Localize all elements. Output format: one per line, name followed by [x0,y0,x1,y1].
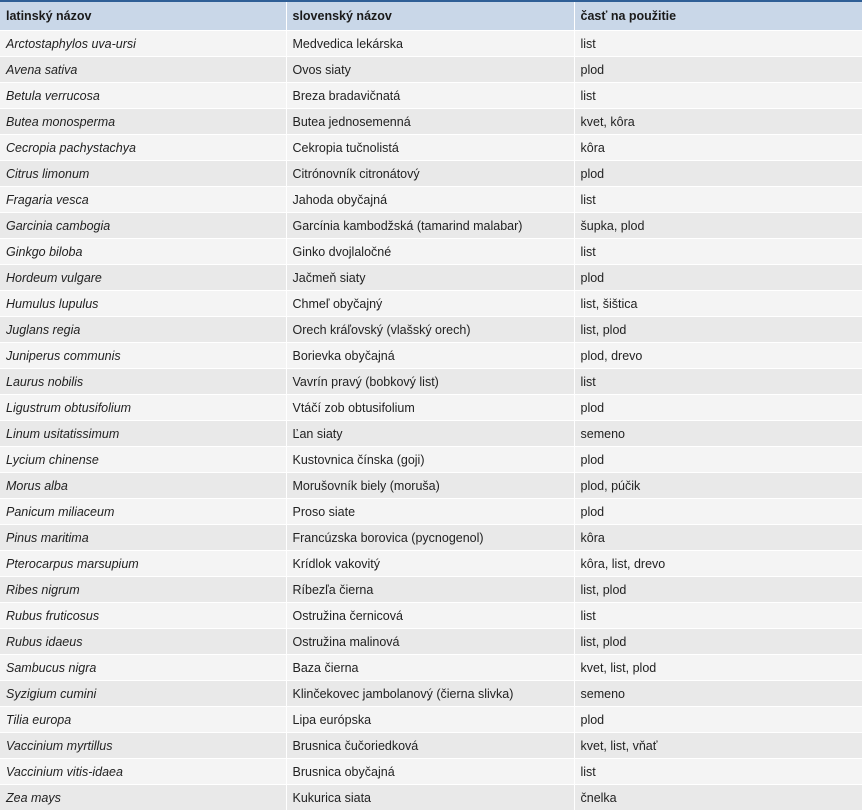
latin-name-cell: Vaccinium vitis-idaea [0,759,286,785]
slovak-name-cell: Ostružina černicová [286,603,574,629]
latin-name-cell: Pterocarpus marsupium [0,551,286,577]
header-slovak-name: slovenský názov [286,1,574,31]
header-part-used: časť na použitie [574,1,862,31]
slovak-name-cell: Lipa európska [286,707,574,733]
slovak-name-cell: Proso siate [286,499,574,525]
slovak-name-cell: Garcínia kambodžská (tamarind malabar) [286,213,574,239]
part-used-cell: list [574,187,862,213]
table-row [0,707,862,733]
slovak-name-cell: Kukurica siata [286,785,574,811]
slovak-name-cell: Krídlok vakovitý [286,551,574,577]
part-used-cell: plod [574,499,862,525]
table-row [0,551,862,577]
slovak-name-cell: Ostružina malinová [286,629,574,655]
latin-name-cell: Rubus fruticosus [0,603,286,629]
table-row [0,369,862,395]
slovak-name-cell: Cekropia tučnolistá [286,135,574,161]
part-used-cell: plod, púčik [574,473,862,499]
table-row [0,629,862,655]
part-used-cell: list, plod [574,629,862,655]
table-row [0,681,862,707]
latin-name-cell: Garcinia cambogia [0,213,286,239]
latin-name-cell: Ribes nigrum [0,577,286,603]
slovak-name-cell: Morušovník biely (moruša) [286,473,574,499]
latin-name-cell: Betula verrucosa [0,83,286,109]
part-used-cell: kôra, list, drevo [574,551,862,577]
latin-name-cell: Fragaria vesca [0,187,286,213]
latin-name-cell: Tilia europa [0,707,286,733]
latin-name-cell: Pinus maritima [0,525,286,551]
header-row [0,1,862,31]
slovak-name-cell: Brusnica čučoriedková [286,733,574,759]
part-used-cell: plod [574,57,862,83]
header-latin-name: latinský názov [0,1,286,31]
table-header [0,1,862,31]
table-row [0,57,862,83]
table-row [0,83,862,109]
table-row [0,525,862,551]
part-used-cell: list, plod [574,317,862,343]
latin-name-cell: Zea mays [0,785,286,811]
part-used-cell: list [574,759,862,785]
latin-name-cell: Juglans regia [0,317,286,343]
table-row [0,785,862,811]
part-used-cell: plod [574,395,862,421]
part-used-cell: semeno [574,421,862,447]
part-used-cell: kôra [574,135,862,161]
slovak-name-cell: Klinčekovec jambolanový (čierna slivka) [286,681,574,707]
slovak-name-cell: Ríbezľa čierna [286,577,574,603]
part-used-cell: kvet, list, plod [574,655,862,681]
part-used-cell: list [574,369,862,395]
slovak-name-cell: Borievka obyčajná [286,343,574,369]
latin-name-cell: Morus alba [0,473,286,499]
slovak-name-cell: Brusnica obyčajná [286,759,574,785]
table-row [0,473,862,499]
part-used-cell: kvet, kôra [574,109,862,135]
slovak-name-cell: Vavrín pravý (bobkový list) [286,369,574,395]
latin-name-cell: Vaccinium myrtillus [0,733,286,759]
table-row [0,317,862,343]
part-used-cell: semeno [574,681,862,707]
table-row [0,395,862,421]
table-row [0,759,862,785]
table-row [0,291,862,317]
part-used-cell: plod [574,161,862,187]
latin-name-cell: Hordeum vulgare [0,265,286,291]
slovak-name-cell: Francúzska borovica (pycnogenol) [286,525,574,551]
part-used-cell: plod [574,707,862,733]
slovak-name-cell: Orech kráľovský (vlašský orech) [286,317,574,343]
slovak-name-cell: Citrónovník citronátový [286,161,574,187]
latin-name-cell: Sambucus nigra [0,655,286,681]
part-used-cell: list [574,603,862,629]
slovak-name-cell: Butea jednosemenná [286,109,574,135]
latin-name-cell: Ligustrum obtusifolium [0,395,286,421]
table-row [0,603,862,629]
latin-name-cell: Rubus idaeus [0,629,286,655]
part-used-cell: plod [574,265,862,291]
latin-name-cell: Juniperus communis [0,343,286,369]
slovak-name-cell: Ginko dvojlaločné [286,239,574,265]
table-row [0,239,862,265]
slovak-name-cell: Chmeľ obyčajný [286,291,574,317]
part-used-cell: plod, drevo [574,343,862,369]
slovak-name-cell: Breza bradavičnatá [286,83,574,109]
latin-name-cell: Avena sativa [0,57,286,83]
latin-name-cell: Citrus limonum [0,161,286,187]
table-row [0,421,862,447]
table-row [0,213,862,239]
latin-name-cell: Arctostaphylos uva-ursi [0,31,286,57]
slovak-name-cell: Jahoda obyčajná [286,187,574,213]
latin-name-cell: Cecropia pachystachya [0,135,286,161]
latin-name-cell: Ginkgo biloba [0,239,286,265]
slovak-name-cell: Baza čierna [286,655,574,681]
part-used-cell: kvet, list, vňať [574,733,862,759]
part-used-cell: šupka, plod [574,213,862,239]
table-row [0,135,862,161]
part-used-cell: plod [574,447,862,473]
table-row [0,109,862,135]
part-used-cell: list [574,83,862,109]
latin-name-cell: Humulus lupulus [0,291,286,317]
table-row [0,733,862,759]
part-used-cell: list [574,239,862,265]
latin-name-cell: Syzigium cumini [0,681,286,707]
slovak-name-cell: Ovos siaty [286,57,574,83]
table-row [0,265,862,291]
slovak-name-cell: Ľan siaty [286,421,574,447]
latin-name-cell: Linum usitatissimum [0,421,286,447]
part-used-cell: list, šištica [574,291,862,317]
part-used-cell: list, plod [574,577,862,603]
slovak-name-cell: Kustovnica čínska (goji) [286,447,574,473]
table-row [0,161,862,187]
table-row [0,187,862,213]
latin-name-cell: Panicum miliaceum [0,499,286,525]
table-row [0,577,862,603]
slovak-name-cell: Jačmeň siaty [286,265,574,291]
slovak-name-cell: Medvedica lekárska [286,31,574,57]
table-row [0,499,862,525]
table-row [0,447,862,473]
latin-name-cell: Laurus nobilis [0,369,286,395]
table-row [0,31,862,57]
table-row [0,655,862,681]
slovak-name-cell: Vtáčí zob obtusifolium [286,395,574,421]
latin-name-cell: Lycium chinense [0,447,286,473]
part-used-cell: list [574,31,862,57]
table-body [0,31,862,811]
latin-name-cell: Butea monosperma [0,109,286,135]
part-used-cell: čnelka [574,785,862,811]
table-row [0,343,862,369]
part-used-cell: kôra [574,525,862,551]
